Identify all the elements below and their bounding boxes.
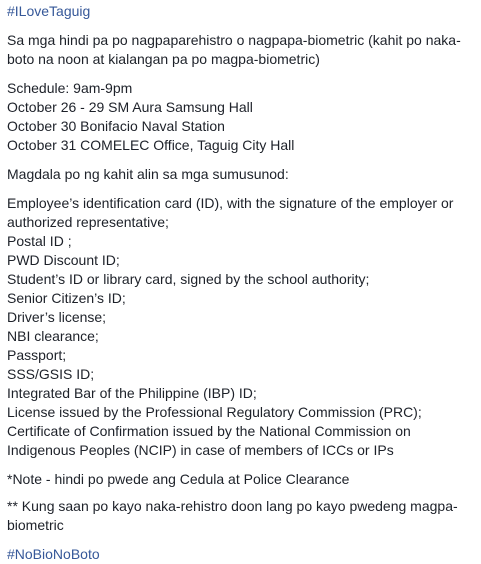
note-paragraph <box>7 470 475 489</box>
schedule-line: October 26 - 29 SM Aura Samsung Hall <box>7 99 253 115</box>
footnote-line: biometric <box>7 517 64 533</box>
id-list-item: NBI clearance; <box>7 328 99 344</box>
bring-heading: Magdala po ng kahit alin sa mga sumusunod: <box>7 166 289 182</box>
schedule-paragraph <box>7 79 475 155</box>
id-list-item: authorized representative; <box>7 214 169 230</box>
schedule-line: October 31 COMELEC Office, Taguig City Hall <box>7 137 295 153</box>
id-list-item: Postal ID ; <box>7 233 72 249</box>
id-list-item: Senior Citizen’s ID; <box>7 290 126 306</box>
hashtag-top-block <box>7 2 475 21</box>
id-list-item: SSS/GSIS ID; <box>7 366 95 382</box>
id-list-item: Driver’s license; <box>7 309 107 325</box>
intro-line: Sa mga hindi pa po nagpaparehistro o nagpapa-biometric (kahit po naka- <box>7 32 461 48</box>
hashtag-link-nobionoboto[interactable]: #NoBioNoBoto <box>7 546 100 562</box>
footnote-line: ** Kung saan po kayo naka-rehistro doon lang po kayo pwedeng magpa- <box>7 498 458 514</box>
schedule-line: October 30 Bonifacio Naval Station <box>7 118 225 134</box>
intro-paragraph <box>7 31 475 69</box>
intro-line: boto na noon at kialangan pa po magpa-biometric) <box>7 51 320 67</box>
id-list-item: Indigenous Peoples (NCIP) in case of members of ICCs or IPs <box>7 442 394 458</box>
id-list-item: License issued by the Professional Regulatory Commission (PRC); <box>7 404 422 420</box>
hashtag-link-ilovetaguig[interactable]: #ILoveTaguig <box>7 3 91 19</box>
bring-heading-paragraph <box>7 165 475 184</box>
id-list <box>7 194 475 460</box>
hashtag-bottom-block <box>7 545 475 564</box>
id-list-item: Student’s ID or library card, signed by the school authority; <box>7 271 370 287</box>
schedule-line: Schedule: 9am-9pm <box>7 80 133 96</box>
note-text: *Note - hindi po pwede ang Cedula at Police Clearance <box>7 471 350 487</box>
footnote-paragraph <box>7 497 475 535</box>
id-list-item: PWD Discount ID; <box>7 252 120 268</box>
id-list-item: Employee’s identification card (ID), with the signature of the employer or <box>7 195 454 211</box>
id-list-item: Integrated Bar of the Philippine (IBP) ID; <box>7 385 257 401</box>
id-list-item: Certificate of Confirmation issued by the National Commission on <box>7 423 411 439</box>
id-list-item: Passport; <box>7 347 67 363</box>
